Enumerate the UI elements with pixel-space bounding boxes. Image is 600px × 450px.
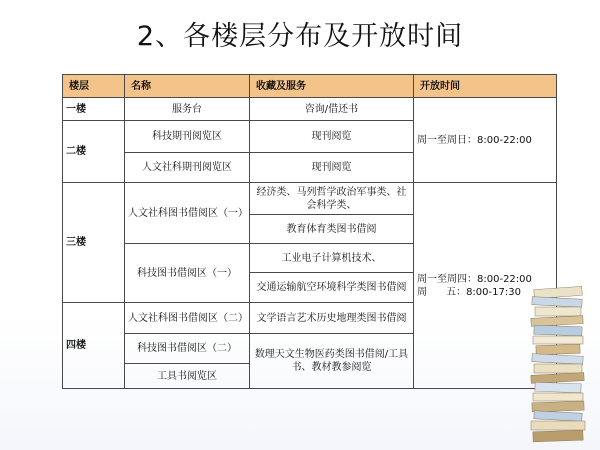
area-service: 教育体育类图书借阅 — [250, 215, 414, 244]
hours-line-1: 周一至周四：8:00-22:00 — [417, 273, 532, 285]
header-service: 收藏及服务 — [250, 75, 414, 98]
area-name: 科技图书借阅区（二） — [125, 334, 250, 364]
area-service: 交通运输航空环境科学类图书借阅 — [250, 273, 414, 303]
area-service: 数理天文生物医药类图书借阅/工具书、教材教参阅览 — [250, 334, 414, 389]
floor-cell-2: 二楼 — [63, 121, 125, 183]
area-name: 人文社科期刊阅览区 — [125, 153, 250, 183]
table-header-row — [63, 75, 557, 98]
floor-cell-3: 三楼 — [63, 183, 125, 303]
table-row — [63, 98, 557, 121]
hours-line-2: 周 五：8:00-17:30 — [417, 286, 521, 298]
area-name: 科技期刊阅览区 — [125, 121, 250, 153]
area-service: 文学语言艺术历史地理类图书借阅 — [250, 303, 414, 334]
floor-cell-4: 四楼 — [63, 303, 125, 389]
header-floor: 楼层 — [63, 75, 125, 98]
area-service: 工业电子计算机技术、 — [250, 244, 414, 273]
header-hours: 开放时间 — [414, 75, 557, 98]
header-name: 名称 — [125, 75, 250, 98]
floor-table — [62, 74, 557, 389]
area-name: 人文社科图书借阅区（二） — [125, 303, 250, 334]
area-service: 现刊阅览 — [250, 153, 414, 183]
area-service: 咨询/借还书 — [250, 98, 414, 121]
area-service: 现刊阅览 — [250, 121, 414, 153]
area-name: 工具书阅览区 — [125, 364, 250, 389]
area-service: 经济类、马列哲学政治军事类、社会科学类、 — [250, 183, 414, 215]
hours-cell-1: 周一至周日：8:00-22:00 — [414, 98, 557, 183]
book-stack-icon — [528, 286, 588, 446]
table-row — [63, 183, 557, 215]
floor-cell-1: 一楼 — [63, 98, 125, 121]
page-title: 2、各楼层分布及开放时间 — [136, 21, 464, 52]
area-name: 人文社科图书借阅区（一） — [125, 183, 250, 244]
area-name: 服务台 — [125, 98, 250, 121]
area-name: 科技图书借阅区（一） — [125, 244, 250, 303]
